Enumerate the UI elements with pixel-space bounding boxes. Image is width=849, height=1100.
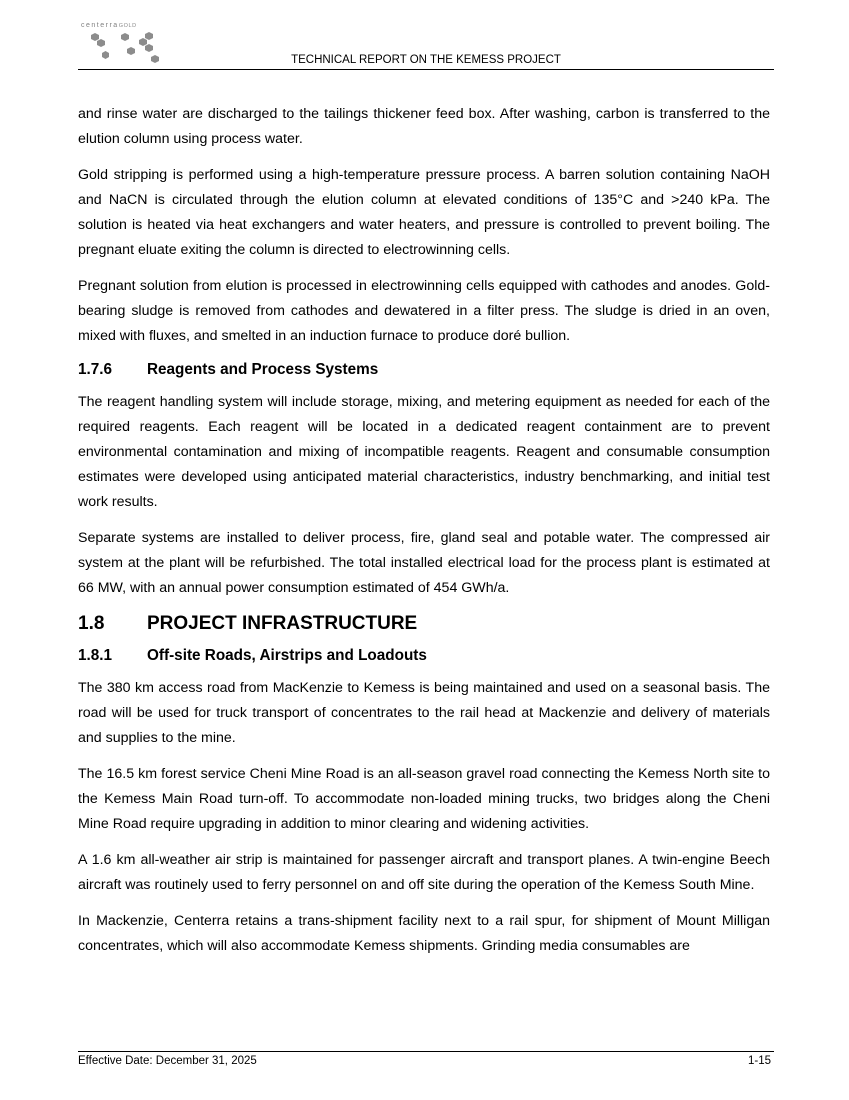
effective-date: Effective Date: December 31, 2025 [78, 1055, 257, 1067]
header-divider [78, 69, 774, 70]
paragraph: The 16.5 km forest service Cheni Mine Road is an all-season gravel road connecting the Kemess North site to the Kemess Main Road turn-off. To accommodate non-loaded mining trucks, two bridges along the Cheni Mine Road require upgrading in addition to minor clearing and widening activities. [78, 766, 770, 832]
paragraph: Pregnant solution from elution is processed in electrowinning cells equipped with cathodes and anodes. Gold-bearing sludge is removed from cathodes and dewatered in a filter press. The sludge is dried in an oven, mixed with fluxes, and smelted in an induction furnace to produce doré bullion. [78, 278, 770, 344]
paragraph: A 1.6 km all-weather air strip is maintained for passenger aircraft and transport planes. A twin-engine Beech aircraft was routinely used to ferry personnel on and off site during the operation of the Kemess South Mine. [78, 852, 770, 893]
section-heading-1-7-6 [78, 360, 770, 380]
logo-wordmark-suffix: GOLD [118, 23, 137, 29]
page-number: 1-15 [747, 1055, 771, 1067]
paragraph: In Mackenzie, Centerra retains a trans-shipment facility next to a rail spur, for shipment of Mount Milligan concentrates, which will also accommodate Kemess shipments. Grinding media consumables are [78, 913, 770, 954]
section-title: Off-site Roads, Airstrips and Loadouts [147, 647, 427, 664]
section-title: PROJECT INFRASTRUCTURE [147, 613, 418, 634]
paragraph: Separate systems are installed to deliver process, fire, gland seal and potable water. The compressed air system at the plant will be refurbished. The total installed electrical load for the process plant is estimated at 66 MW, with an annual power consumption estimated of 454 GWh/a. [78, 530, 770, 596]
paragraph: The 380 km access road from MacKenzie to Kemess is being maintained and used on a seasonal basis. The road will be used for truck transport of concentrates to the rail head at Mackenzie and delivery of materials and supplies to the mine. [78, 680, 770, 746]
section-heading-1-8 [78, 612, 770, 636]
document-title: TECHNICAL REPORT ON THE KEMESS PROJECT [291, 54, 561, 66]
section-heading-1-8-1 [78, 646, 770, 666]
logo-wordmark-main: centerra [81, 22, 119, 29]
section-number: 1.8 [78, 613, 105, 634]
page-body [78, 102, 770, 970]
section-title: Reagents and Process Systems [147, 361, 379, 378]
paragraph: Gold stripping is performed using a high-temperature pressure process. A barren solution containing NaOH and NaCN is circulated through the elution column at elevated conditions of 135°C and >240 kPa. The solution is heated via heat exchangers and water heaters, and pressure is controlled to prevent boiling. The pregnant eluate exiting the column is directed to electrowinning cells. [78, 167, 770, 258]
footer-divider [78, 1051, 774, 1052]
page-footer [78, 1051, 774, 1071]
section-number: 1.7.6 [78, 361, 113, 378]
paragraph: and rinse water are discharged to the tailings thickener feed box. After washing, carbon is transferred to the elution column using process water. [78, 106, 770, 147]
paragraph: The reagent handling system will include storage, mixing, and metering equipment as needed for each of the required reagents. Each reagent will be located in a dedicated reagent containment are to prevent environmental contamination and mixing of incompatible reagents. Reagent and consumable consumption estimates were developed using anticipated material characteristics, industry benchmarking, and initial test work results. [78, 394, 770, 510]
page-header [78, 20, 774, 71]
section-number: 1.8.1 [78, 647, 113, 664]
